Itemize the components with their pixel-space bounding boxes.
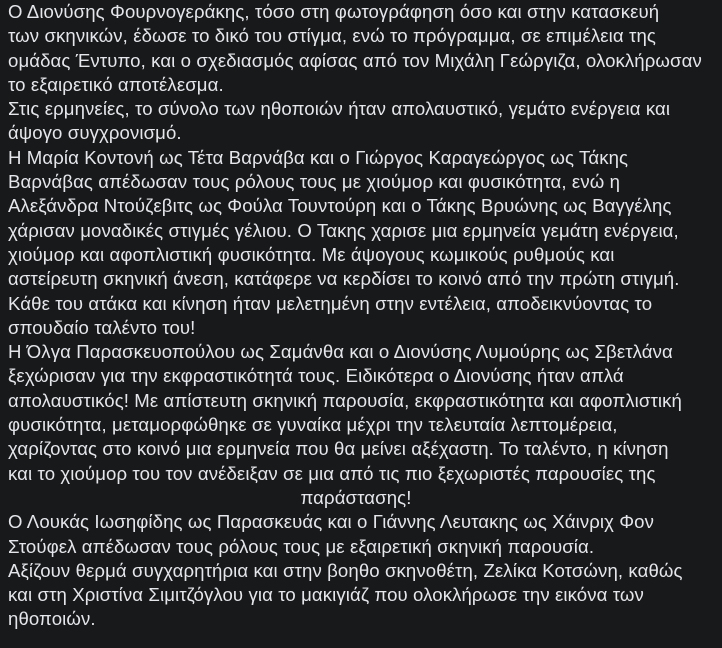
post-line: χαρίζοντας στο κοινό μια ερμηνεία που θα μείνει αξέχαστη. Το ταλέντο, η κίνηση: [8, 438, 669, 460]
post-line: άψογο συγχρονισμό.: [8, 122, 182, 144]
post-line: Στούφελ απέδωσαν τους ρόλους τους με εξαιρετική σκηνική παρουσία.: [8, 535, 595, 557]
post-line: Αλεξάνδρα Ντούζεβιτς ως Φούλα Τουντούρη και ο Τάκης Βρυώνης ως Βαγγέλης: [8, 195, 672, 217]
post-line: χάρισαν μοναδικές στιγμές γέλιου. Ο Τακης χαρισε μια ερμηνεία γεμάτη ενέργεια,: [8, 219, 679, 241]
post-line: παράστασης!: [300, 486, 412, 508]
post-line: ηθοποιών.: [8, 608, 96, 630]
post-line: φυσικότητα, μεταμορφώθηκε σε γυναίκα μέχρι την τελευταία λεπτομέρεια,: [8, 414, 618, 436]
post-line: Ο Λουκάς Ιωσηφίδης ως Παρασκευάς και ο Γιάννης Λευτακης ως Χάινριχ Φον: [8, 511, 655, 533]
post-line: Ο Διονύσης Φουρνογεράκης, τόσο στη φωτογράφηση όσο και στην κατασκευή: [8, 1, 660, 22]
post-line: Η Όλγα Παρασκευοπούλου ως Σαμάνθα και ο Διονύσης Λυμούρης ως Σβετλάνα: [8, 341, 673, 363]
post-text: [8, 0, 720, 632]
post-line: των σκηνικών, έδωσε το δικό του στίγμα, ενώ το πρόγραμμα, σε επιμέλεια της: [8, 25, 656, 47]
post-line: ξεχώρισαν για την εκφραστικότητά τους. Ειδικότερα ο Διονύσης ήταν απλά: [8, 365, 624, 387]
post-line: χιούμορ και αφοπλιστική φυσικότητα. Με άψογους κωμικούς ρυθμούς και: [8, 243, 615, 265]
post-line: και στη Χριστίνα Σιμιτζόγλου για το μακιγιάζ που ολοκλήρωσε την εικόνα των: [8, 584, 644, 606]
post-line: Αξίζουν θερμά συγχαρητήρια και στην βοηθο σκηνοθέτη, Ζελίκα Κοτσώνη, καθώς: [8, 559, 683, 581]
post-line: απολαυστικός! Με απίστευτη σκηνική παρουσία, εκφραστικότητα και αφοπλιστική: [8, 389, 682, 411]
post-line: αστείρευτη σκηνική άνεση, κατάφερε να κερδίσει το κοινό από την πρώτη στιγμή.: [8, 268, 680, 290]
post-line: το εξαιρετικό αποτέλεσμα.: [8, 73, 224, 95]
post-line: σπουδαίο ταλέντο του!: [8, 316, 196, 338]
post-line: Η Μαρία Κοντονή ως Τέτα Βαρνάβα και ο Γιώργος Καραγεώργος ως Τάκης: [8, 146, 629, 168]
post-line: Κάθε του ατάκα και κίνηση ήταν μελετημένη στην εντέλεια, αποδεικνύοντας το: [8, 292, 653, 314]
post-line: και το χιούμορ του τον ανέδειξαν σε μια από τις πιο ξεχωριστές παρουσίες της: [8, 462, 656, 484]
post-line: ομάδας Έντυπο, και ο σχεδιασμός αφίσας από τον Μιχάλη Γεώργιζα, ολοκλήρωσαν: [8, 49, 702, 71]
post-line: Βαρνάβας απέδωσαν τους ρόλους τους με χιούμορ και φυσικότητα, ενώ η: [8, 171, 621, 193]
post-line: Στις ερμηνείες, το σύνολο των ηθοποιών ήταν απολαυστικό, γεμάτο ενέργεια και: [8, 98, 671, 120]
